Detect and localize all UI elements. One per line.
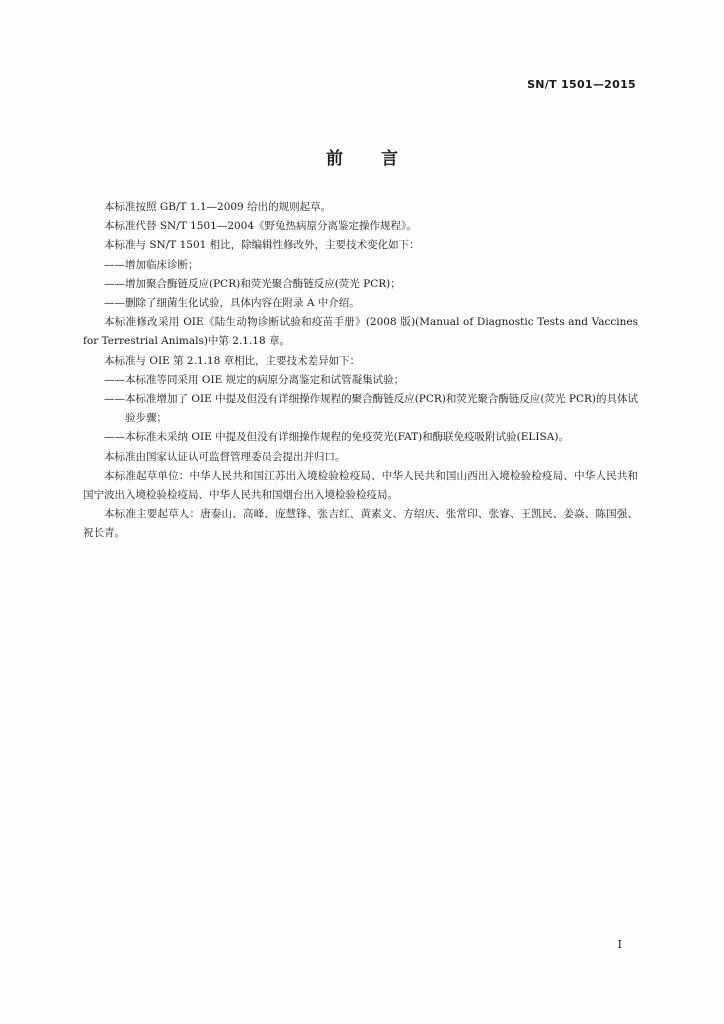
list-item-difference-2: ——本标准增加了 OIE 中提及但没有详细操作规程的聚合酶链反应(PCR)和荧光聚合酶链反应(荧光 PCR)的具体试验步骤； (104, 393, 638, 425)
page-number: I (617, 938, 622, 951)
paragraph-changes-intro: 本标准与 SN/T 1501 相比，除编辑性修改外，主要技术变化如下： (104, 239, 420, 252)
paragraph-drafting-rules: 本标准按照 GB/T 1.1—2009 给出的规则起草。 (104, 201, 332, 213)
list-item-change-3: ——删除了细菌生化试验，具体内容在附录 A 中介绍。 (104, 297, 360, 310)
paragraph-drafting-units: 本标准起草单位：中华人民共和国江苏出入境检验检疫局、中华人民共和国山西出入境检验检疫局、中华人民共和国宁波出入境检验检疫局、中华人民共和国烟台出入境检验检疫局。 (83, 469, 638, 502)
paragraph-differences-intro: 本标准与 OIE 第 2.1.18 章相比，主要技术差异如下： (104, 354, 361, 367)
foreword-body (83, 198, 638, 544)
paragraph-replaces: 本标准代替 SN/T 1501—2004《野兔热病原分离鉴定操作规程》。 (104, 220, 417, 233)
standard-code: SN/T 1501—2015 (527, 78, 636, 91)
list-item-difference-3: ——本标准未采纳 OIE 中提及但没有详细操作规程的免疫荧光(FAT)和酶联免疫吸附试验(ELISA)。 (104, 431, 569, 444)
paragraph-drafters: 本标准主要起草人：唐泰山、高峰、庞慧锋、张吉红、黄素文、方绍庆、张常印、张睿、王凯民、姜焱、陈国强、祝长青。 (83, 508, 638, 540)
paragraph-oie-adoption: 本标准修改采用 OIE《陆生动物诊断试验和疫苗手册》(2008 版)(Manual of Diagnostic Tests and Vaccines for Terrestrial Animals)中第 2.1.18 章。 (83, 316, 638, 348)
page-title: 前言 (326, 149, 436, 169)
list-item-change-1: ——增加临床诊断； (104, 258, 199, 271)
list-item-difference-1: ——本标准等同采用 OIE 规定的病原分离鉴定和试管凝集试验； (104, 373, 405, 386)
paragraph-proposer: 本标准由国家认证认可监督管理委员会提出并归口。 (104, 450, 346, 463)
list-item-change-2: ——增加聚合酶链反应(PCR)和荧光聚合酶链反应(荧光 PCR)； (104, 277, 401, 290)
